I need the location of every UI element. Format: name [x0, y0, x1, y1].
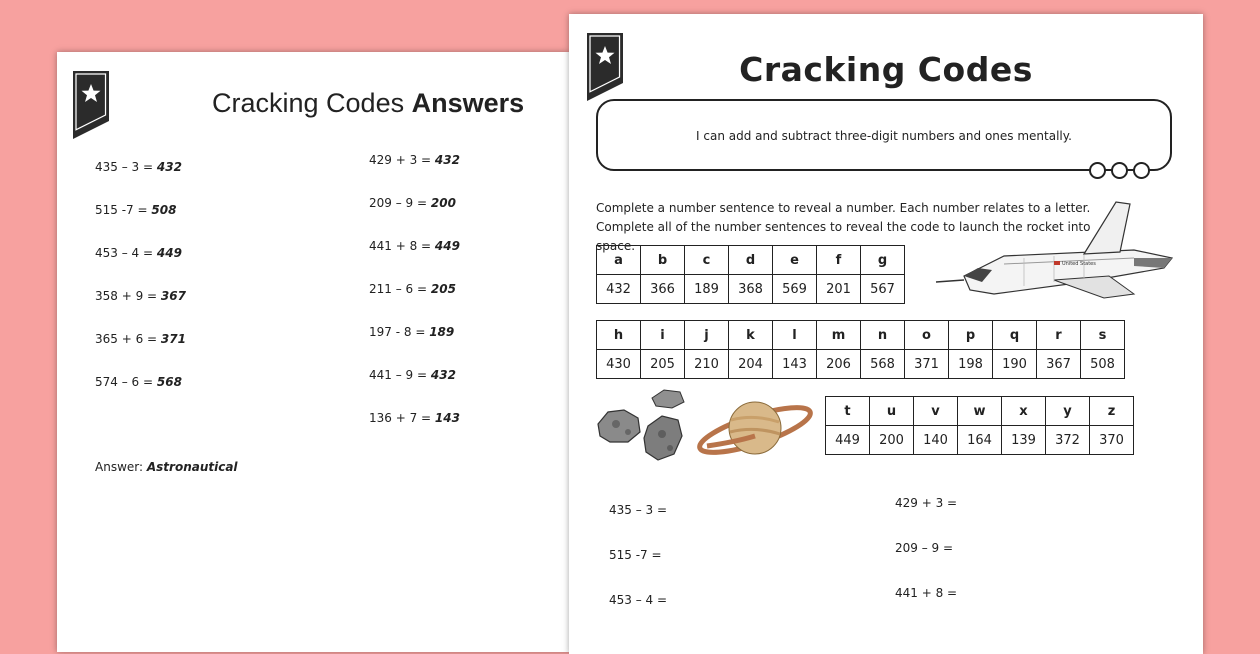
- code-table-letters-row: [597, 246, 905, 275]
- code-number-cell: 140: [914, 426, 958, 455]
- worksheet-question: 453 – 4 =: [609, 593, 668, 607]
- code-number-cell: 370: [1090, 426, 1134, 455]
- worksheet-question: 435 – 3 =: [609, 503, 668, 517]
- left-column-equation: [95, 160, 182, 174]
- left-column-equation: [95, 375, 182, 389]
- equation-answer: 568: [156, 375, 182, 389]
- code-number-cell: 508: [1081, 350, 1125, 379]
- equation-answer: 367: [160, 289, 186, 303]
- code-letter-cell: u: [870, 397, 914, 426]
- right-column-equation: [369, 368, 456, 382]
- code-number-cell: 205: [641, 350, 685, 379]
- left-column-equation: [95, 246, 182, 260]
- code-letter-cell: r: [1037, 321, 1081, 350]
- code-letter-cell: a: [597, 246, 641, 275]
- code-table-letters-row: [597, 321, 1125, 350]
- code-table-a-g: [596, 245, 905, 304]
- equation-answer: 508: [151, 203, 177, 217]
- code-number-cell: 367: [1037, 350, 1081, 379]
- bubble-circle: [1111, 162, 1128, 179]
- code-number-cell: 568: [861, 350, 905, 379]
- code-number-cell: 143: [773, 350, 817, 379]
- right-column-equation: [369, 153, 460, 167]
- code-letter-cell: w: [958, 397, 1002, 426]
- right-column-equation: [369, 196, 456, 210]
- equation-question: 365 + 6 =: [95, 332, 158, 346]
- shuttle-label: United States: [1062, 261, 1096, 267]
- bubble-circle: [1133, 162, 1150, 179]
- code-number-cell: 368: [729, 275, 773, 304]
- code-table-h-s: [596, 320, 1125, 379]
- code-letter-cell: o: [905, 321, 949, 350]
- worksheet-question: 429 + 3 =: [895, 496, 958, 510]
- code-number-cell: 204: [729, 350, 773, 379]
- code-letter-cell: q: [993, 321, 1037, 350]
- code-number-cell: 449: [826, 426, 870, 455]
- code-number-cell: 139: [1002, 426, 1046, 455]
- code-number-cell: 366: [641, 275, 685, 304]
- equation-answer: 189: [429, 325, 455, 339]
- equation-answer: 205: [430, 282, 456, 296]
- left-column-equation: [95, 332, 186, 346]
- worksheet-question: 515 -7 =: [609, 548, 662, 562]
- final-answer-value: Astronautical: [146, 460, 238, 474]
- code-letter-cell: m: [817, 321, 861, 350]
- code-letter-cell: v: [914, 397, 958, 426]
- title-bold: Answers: [411, 88, 525, 118]
- code-letter-cell: p: [949, 321, 993, 350]
- equation-question: 211 – 6 =: [369, 282, 428, 296]
- equation-answer: 449: [434, 239, 460, 253]
- equation-question: 429 + 3 =: [369, 153, 432, 167]
- code-letter-cell: s: [1081, 321, 1125, 350]
- equation-answer: 143: [434, 411, 460, 425]
- right-column-equation: [369, 282, 456, 296]
- code-letter-cell: z: [1090, 397, 1134, 426]
- worksheet-question: 209 – 9 =: [895, 541, 954, 555]
- code-table-numbers-row: [597, 350, 1125, 379]
- left-column-equation: [95, 203, 176, 217]
- code-number-cell: 430: [597, 350, 641, 379]
- answer-sheet-title: [212, 88, 524, 119]
- code-letter-cell: h: [597, 321, 641, 350]
- planet-saturn-icon: [695, 392, 815, 466]
- code-letter-cell: x: [1002, 397, 1046, 426]
- equation-answer: 449: [156, 246, 182, 260]
- objective-box: [596, 99, 1172, 171]
- code-number-cell: 569: [773, 275, 817, 304]
- right-column-equation: [369, 239, 460, 253]
- equation-answer: 432: [430, 368, 456, 382]
- equation-answer: 432: [156, 160, 182, 174]
- code-number-cell: 201: [817, 275, 861, 304]
- answer-sheet: [57, 52, 569, 652]
- title-regular: Cracking Codes: [212, 88, 405, 118]
- objective-text: I can add and subtract three-digit numbers and ones mentally.: [696, 129, 1072, 143]
- equation-question: 209 – 9 =: [369, 196, 428, 210]
- code-letter-cell: e: [773, 246, 817, 275]
- equation-answer: 200: [430, 196, 456, 210]
- code-letter-cell: y: [1046, 397, 1090, 426]
- equation-question: 515 -7 =: [95, 203, 148, 217]
- equation-question: 358 + 9 =: [95, 289, 158, 303]
- code-number-cell: 432: [597, 275, 641, 304]
- asteroids-icon: [594, 386, 694, 470]
- code-letter-cell: g: [861, 246, 905, 275]
- code-number-cell: 206: [817, 350, 861, 379]
- right-column-equation: [369, 411, 460, 425]
- worksheet-title: Cracking Codes: [739, 50, 1033, 89]
- equation-question: 441 – 9 =: [369, 368, 428, 382]
- code-letter-cell: b: [641, 246, 685, 275]
- equation-question: 453 – 4 =: [95, 246, 154, 260]
- code-number-cell: 372: [1046, 426, 1090, 455]
- code-table-numbers-row: [597, 275, 905, 304]
- worksheet-question: 441 + 8 =: [895, 586, 958, 600]
- instructions-line-2: Complete all of the number sentences to reveal the code to launch the rocket into space.: [596, 220, 1091, 253]
- code-letter-cell: k: [729, 321, 773, 350]
- bookmark-star-icon: [73, 71, 111, 139]
- code-letter-cell: f: [817, 246, 861, 275]
- code-letter-cell: i: [641, 321, 685, 350]
- code-table-numbers-row: [826, 426, 1134, 455]
- equation-answer: 371: [160, 332, 186, 346]
- code-number-cell: 190: [993, 350, 1037, 379]
- code-letter-cell: n: [861, 321, 905, 350]
- code-table-t-z: [825, 396, 1134, 455]
- code-number-cell: 210: [685, 350, 729, 379]
- left-column-equation: [95, 289, 186, 303]
- right-column-equation: [369, 325, 454, 339]
- bubble-circle: [1089, 162, 1106, 179]
- code-number-cell: 567: [861, 275, 905, 304]
- space-shuttle-icon: [934, 198, 1179, 312]
- code-number-cell: 200: [870, 426, 914, 455]
- code-letter-cell: t: [826, 397, 870, 426]
- equation-question: 574 – 6 =: [95, 375, 154, 389]
- equation-answer: 432: [434, 153, 460, 167]
- code-number-cell: 164: [958, 426, 1002, 455]
- code-letter-cell: l: [773, 321, 817, 350]
- code-number-cell: 189: [685, 275, 729, 304]
- code-table-letters-row: [826, 397, 1134, 426]
- worksheet: [569, 14, 1203, 654]
- code-letter-cell: c: [685, 246, 729, 275]
- final-answer-line: [95, 460, 238, 474]
- code-number-cell: 371: [905, 350, 949, 379]
- equation-question: 136 + 7 =: [369, 411, 432, 425]
- code-letter-cell: j: [685, 321, 729, 350]
- final-answer-label: Answer:: [95, 460, 144, 474]
- code-number-cell: 198: [949, 350, 993, 379]
- equation-question: 435 – 3 =: [95, 160, 154, 174]
- code-letter-cell: d: [729, 246, 773, 275]
- equation-question: 197 - 8 =: [369, 325, 426, 339]
- instructions-line-1: Complete a number sentence to reveal a number. Each number relates to a letter.: [596, 201, 1091, 215]
- equation-question: 441 + 8 =: [369, 239, 432, 253]
